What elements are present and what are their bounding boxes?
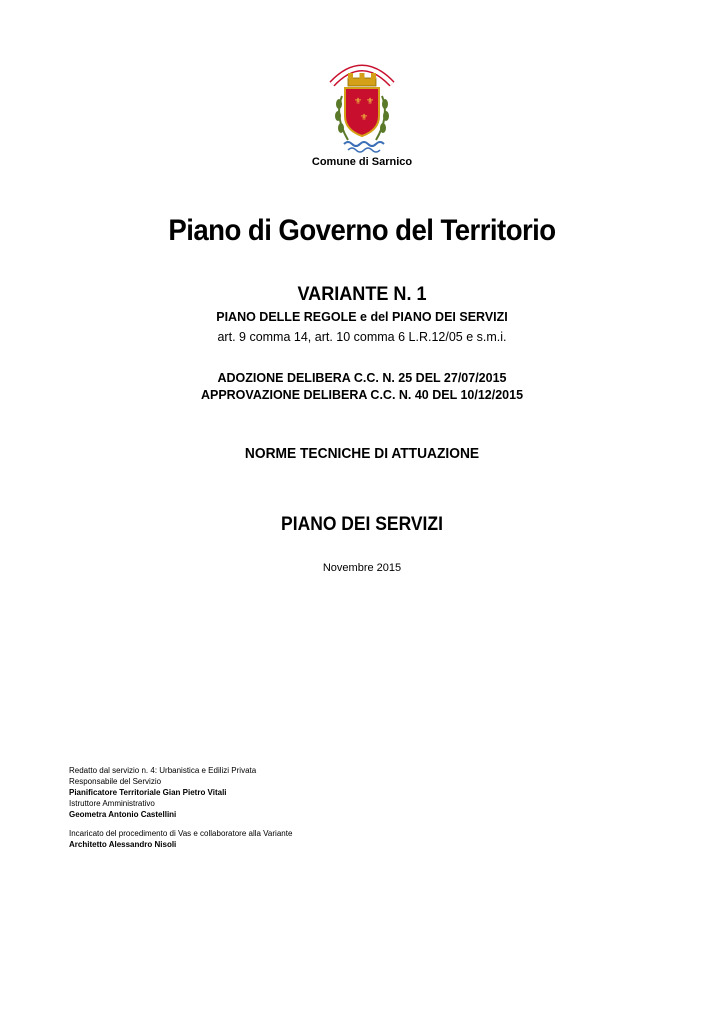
svg-text:⚜: ⚜	[366, 97, 375, 107]
credits-name: Architetto Alessandro Nisoli	[69, 840, 177, 849]
credits-line: Responsabile del Servizio	[69, 777, 162, 786]
credits-line: Redatto dal servizio n. 4: Urbanistica e Edilizi Privata	[69, 766, 257, 775]
variante-heading: VARIANTE N. 1	[297, 284, 427, 305]
credits-block	[69, 765, 292, 850]
credits-line: Incaricato del procedimento di Vas e collaboratore alla Variante	[69, 829, 293, 838]
subtitle-part3: PIANO DEI SERVIZI	[391, 310, 508, 324]
svg-text:⚜: ⚜	[360, 113, 369, 123]
credits-name: Geometra Antonio Castellini	[69, 810, 177, 819]
subtitle-part2: e del	[360, 310, 392, 324]
document-date: Novembre 2015	[322, 562, 402, 574]
adozione-line: ADOZIONE DELIBERA C.C. N. 25 DEL 27/07/2015	[217, 371, 507, 385]
credits-name: Pianificatore Territoriale Gian Pietro Vitali	[69, 788, 227, 797]
credits-line: Istruttore Amministrativo	[69, 799, 155, 808]
approvazione-line: APPROVAZIONE DELIBERA C.C. N. 40 DEL 10/12/2015	[200, 388, 524, 402]
document-title: Piano di Governo del Territorio	[168, 214, 556, 247]
comune-label: Comune di Sarnico	[311, 156, 413, 168]
piano-heading: PIANO DEI SERVIZI	[281, 514, 443, 535]
subtitle-line	[0, 310, 724, 324]
coat-of-arms-icon	[326, 58, 398, 156]
norme-heading: NORME TECNICHE DI ATTUAZIONE	[244, 446, 480, 462]
svg-text:⚜: ⚜	[354, 97, 363, 107]
subtitle-part1: PIANO DELLE REGOLE	[216, 310, 361, 324]
legal-reference: art. 9 comma 14, art. 10 comma 6 L.R.12/05 e s.m.i.	[217, 330, 507, 344]
